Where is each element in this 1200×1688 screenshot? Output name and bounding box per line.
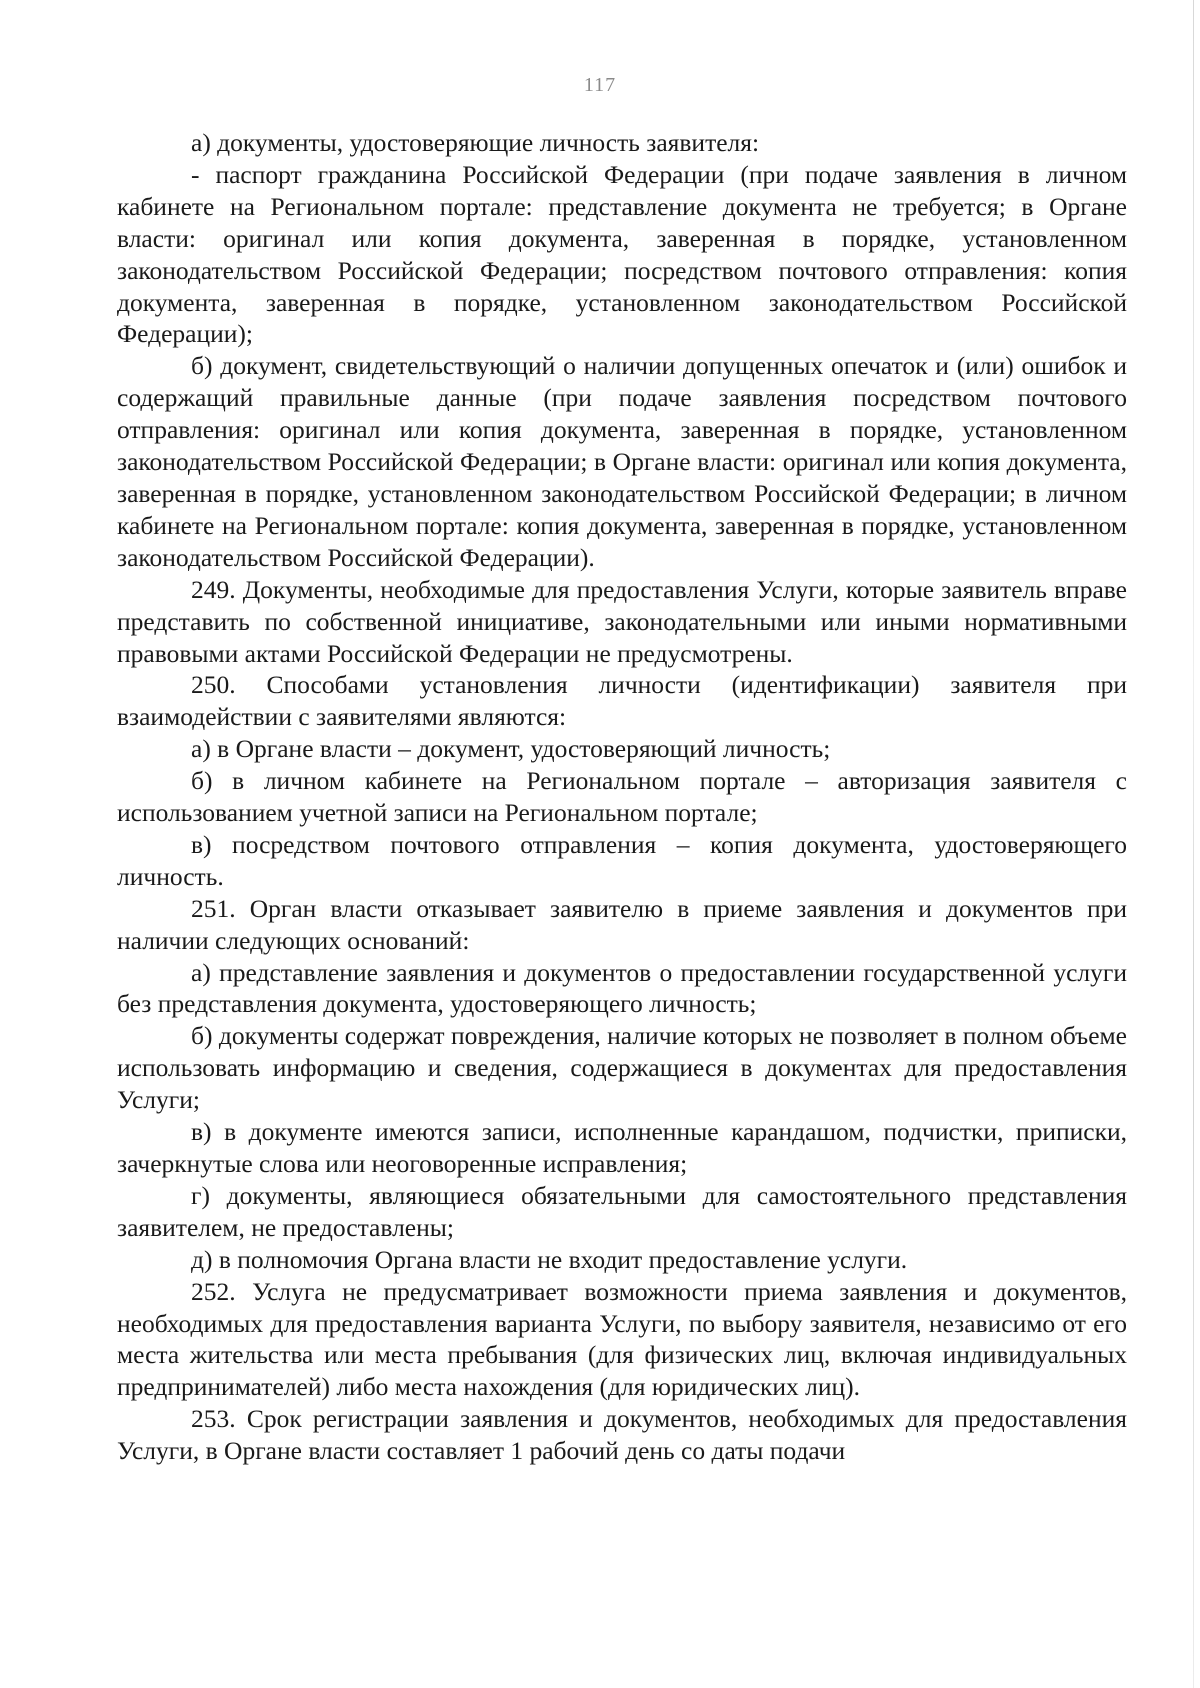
paragraph-item-a: а) документы, удостоверяющие личность заявителя: — [191, 128, 760, 157]
page-number: 117 — [583, 74, 617, 96]
paragraph-251: 251. Орган власти отказывает заявителю в приеме заявления и документов при наличии следующих оснований: — [117, 893, 1127, 955]
paragraph-249: 249. Документы, необходимые для предоставления Услуги, которые заявитель вправе представить по собственной инициативе, законодательными или иными нормативными правовыми актами Российской Федерации не предусмотрены. — [117, 574, 1127, 668]
paragraph-250-c: в) посредством почтового отправления – копия документа, удостоверяющего личность. — [117, 829, 1127, 891]
paragraph-251-c: в) в документе имеются записи, исполненные карандашом, подчистки, приписки, зачеркнутые слова или неоговоренные исправления; — [117, 1117, 1127, 1178]
paragraph-250-b: б) в личном кабинете на Региональном портале – авторизация заявителя с использованием учетной записи на Региональном портале; — [117, 766, 1127, 828]
paragraph-250: 250. Способами установления личности (идентификации) заявителя при взаимодействии с заявителями являются: — [117, 670, 1127, 732]
paragraph-250-a: а) в Органе власти – документ, удостоверяющий личность; — [191, 734, 831, 764]
paragraph-251-d: г) документы, являющиеся обязательными для самостоятельного представления заявителем, не предоставлены; — [117, 1180, 1127, 1242]
paragraph-252: 252. Услуга не предусматривает возможности приема заявления и документов, необходимых для предоставления варианта Услуги, по выбору заявителя, независимо от его места жительства или места пребывания (для физических лиц, включая индивидуальных предпринимателей) либо места нахождения (для юридических лиц). — [117, 1276, 1127, 1402]
paragraph-passport: - паспорт гражданина Российской Федерации (при подаче заявления в личном кабинете на Региональном портале: представление документа не требуется; в Органе власти: оригинал или копия документа, заверенная в порядке, установленном законодательством Российской Федерации; посредством почтового отправления: копия документа, заверенная в порядке, установленном законодательством Российской Федерации); — [117, 159, 1127, 349]
paragraph-253: 253. Срок регистрации заявления и документов, необходимых для предоставления Услуги, в Органе власти составляет 1 рабочий день со даты подачи — [117, 1404, 1127, 1466]
scan-edge-shadow — [1193, 0, 1194, 1688]
paragraph-251-e: д) в полномочия Органа власти не входит предоставление услуги. — [191, 1244, 908, 1274]
paragraph-item-b: б) документ, свидетельствующий о наличии допущенных опечаток и (или) ошибок и содержащий правильные данные (при подаче заявления посредством почтового отправления: оригинал или копия документа, заверенная в порядке, установленном законодательством Российской Федерации; в Органе власти: оригинал или копия документа, заверенная в порядке, установленном законодательством Российской Федерации; в личном кабинете на Региональном портале: копия документа, заверенная в порядке, установленном законодательством Российской Федерации). — [117, 351, 1127, 572]
document-body — [117, 127, 1127, 1467]
paragraph-251-a: а) представление заявления и документов о предоставлении государственной услуги без представления документа, удостоверяющего личность; — [117, 957, 1127, 1019]
paragraph-251-b: б) документы содержат повреждения, наличие которых не позволяет в полном объеме использовать информацию и сведения, содержащиеся в документах для предоставления Услуги; — [117, 1021, 1127, 1115]
